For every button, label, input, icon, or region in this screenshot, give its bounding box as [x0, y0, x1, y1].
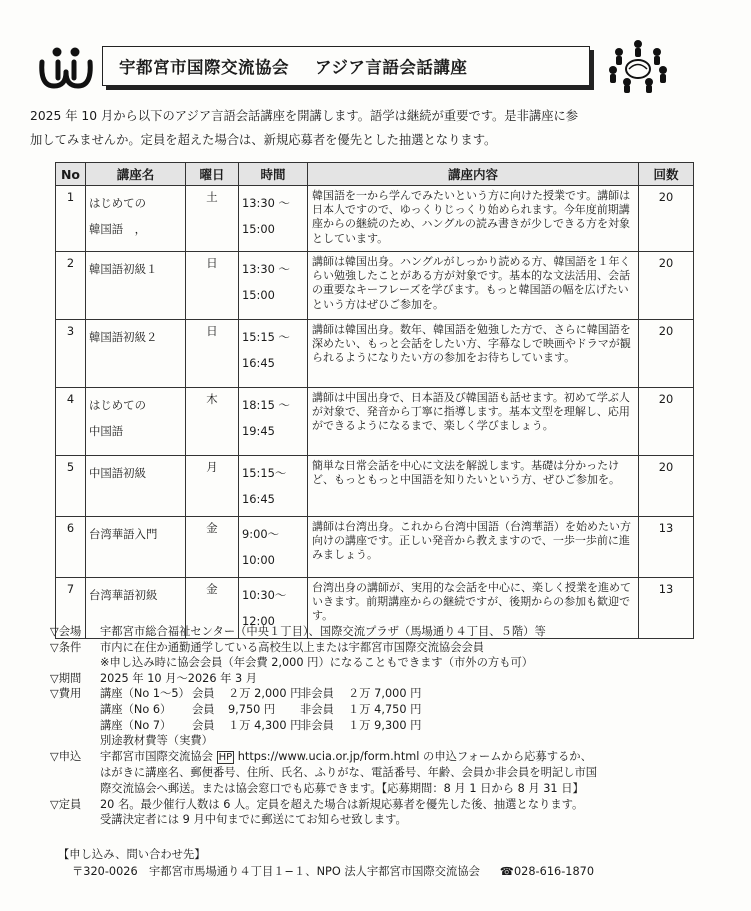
time-end: 16:45 — [242, 492, 275, 506]
apply-label: ▽申込 — [50, 749, 82, 763]
ucia-logo — [36, 44, 96, 92]
name-line: 韓国語 ， — [89, 222, 146, 236]
cell-time — [239, 388, 308, 456]
time-start: 9:00～ — [242, 527, 279, 541]
fee-nonmember-label: 非会員 — [300, 718, 334, 732]
fee-member-label: 会員 — [192, 718, 215, 732]
cell-time — [239, 320, 308, 388]
name-line: 中国語 — [89, 424, 124, 438]
phone-icon: ☎ — [499, 865, 514, 878]
fee-note: 別途教材費等（実費） — [100, 734, 213, 748]
intro-line: 2025 年 10 月から以下のアジア言語会話講座を開講します。語学は継続が重要です。是非講座に参 — [30, 109, 579, 123]
table-row — [56, 252, 694, 320]
fee-nonmember-label: 非会員 — [300, 702, 334, 716]
condition-note: ※申し込み時に協会会員（年会費 2,000 円）になることもできます（市外の方も可） — [100, 656, 534, 670]
cell-name — [86, 252, 186, 320]
cell-count: 13 — [639, 517, 694, 578]
name-line: 中国語初級 — [89, 466, 146, 480]
cell-count: 20 — [639, 320, 694, 388]
header-no: No — [56, 163, 86, 186]
fee-course: 講座（No 1～5） — [100, 687, 190, 701]
intro-text — [30, 104, 730, 152]
cell-content: 韓国語を一から学んでみたいという方に向けた授業です。講師は日本人ですので、ゆっくりじっくり始められます。今年度前期講座からの継続のため、ハングルの読み書きが少しできる方を対象としています。 — [308, 186, 639, 252]
time-end: 10:00 — [242, 553, 275, 567]
fee-member-label: 会員 — [192, 702, 215, 716]
cell-count: 20 — [639, 252, 694, 320]
cell-count: 20 — [639, 186, 694, 252]
period-label: ▽期間 — [50, 671, 82, 685]
table-row — [56, 456, 694, 517]
venue-label: ▽会場 — [50, 625, 82, 638]
time-start: 15:15～ — [242, 466, 287, 480]
contact-heading: 【申し込み、問い合わせ先】 — [58, 848, 206, 861]
cell-time — [239, 517, 308, 578]
time-start: 18:15 ～ — [242, 398, 290, 412]
header-course-name: 講座名 — [86, 163, 186, 186]
time-end: 15:00 — [242, 222, 275, 236]
contact-section — [58, 846, 594, 880]
fee-member: １万 4,300 円 — [228, 718, 302, 732]
capacity-row — [50, 797, 740, 828]
time-start: 10:30～ — [242, 588, 287, 602]
cell-name — [86, 186, 186, 252]
course-table — [55, 162, 694, 639]
cell-time — [239, 252, 308, 320]
apply-text: の申込フォームから応募するか、 — [423, 749, 592, 763]
apply-row — [50, 749, 740, 797]
name-line: はじめての — [89, 196, 146, 210]
fee-line — [100, 718, 740, 734]
table-header-row — [56, 163, 694, 186]
cell-content: 講師は中国出身で、日本語及び韓国語も話せます。初めて学ぶ人が対象で、発音から丁寧に指導します。基本文型を理解し、応用ができるようになるまで、楽しく学びましょう。 — [308, 388, 639, 456]
capacity-text: 20 名。最少催行人数は 6 人。定員を超えた場合は新規応募者を優先した後、抽選となります。 — [100, 797, 584, 811]
table-row — [56, 388, 694, 456]
apply-text: 際交流協会へ郵送。または協会窓口でも応募できます。【応募期間：8 月 1 日から 8 月 31 日】 — [100, 781, 584, 795]
name-line: 台湾華語初級 — [89, 588, 158, 602]
cell-day: 金 — [186, 517, 239, 578]
cell-content: 講師は台湾出身。これから台湾中国語（台湾華語）を始めたい方向けの講座です。正しい発音から教えますので、一歩一歩前に進みましょう。 — [308, 517, 639, 578]
cell-day: 金 — [186, 578, 239, 639]
venue-row — [50, 624, 740, 640]
fee-line — [100, 702, 740, 718]
period-row — [50, 671, 740, 687]
name-line: 韓国語初級１ — [89, 262, 158, 276]
condition-label: ▽条件 — [50, 640, 82, 654]
cell-time — [239, 456, 308, 517]
fee-course: 講座（No 6） — [100, 702, 172, 716]
cell-name — [86, 388, 186, 456]
cell-name — [86, 456, 186, 517]
cell-content: 台湾出身の講師が、実用的な会話を中心に、楽しく授業を進めていきます。前期講座からの継続ですが、後期からの参加も歓迎です。 — [308, 578, 639, 639]
table-row — [56, 186, 694, 252]
fee-line — [100, 686, 740, 702]
time-end: 12:00 — [242, 614, 275, 628]
fee-nonmember: １万 9,300 円 — [348, 718, 422, 732]
header-content: 講座内容 — [308, 163, 639, 186]
capacity-text: 受講決定者には 9 月中旬までに郵送にてお知らせ致します。 — [100, 813, 407, 827]
cell-no: 1 — [56, 186, 86, 252]
cell-content: 簡単な日常会話を中心に文法を解説します。基礎は分かったけど、もっともっと中国語を知りたいという方、ぜひご参加を。 — [308, 456, 639, 517]
people-circle-logo — [605, 38, 671, 94]
name-line: 台湾華語入門 — [89, 527, 158, 541]
contact-address: 〒320-0026 宇都宮市馬場通り４丁目１−１、NPO 法人宇都宮市国際交流協会 — [72, 865, 480, 878]
name-line: はじめての — [89, 398, 146, 412]
cell-day: 木 — [186, 388, 239, 456]
cell-no: 7 — [56, 578, 86, 639]
info-section — [50, 624, 740, 828]
header-time: 時間 — [239, 163, 308, 186]
contact-line — [58, 863, 594, 880]
time-end: 16:45 — [242, 356, 275, 370]
apply-line — [100, 749, 740, 766]
header-day: 曜日 — [186, 163, 239, 186]
condition-row — [50, 640, 740, 671]
fee-member: ２万 2,000 円 — [228, 687, 302, 701]
venue-text: 宇都宮市総合福祉センター（中央１丁目）、国際交流プラザ（馬場通り４丁目、５階）等 — [100, 625, 546, 638]
apply-org: 宇都宮市国際交流協会 — [100, 749, 213, 763]
cell-count: 20 — [639, 388, 694, 456]
fee-nonmember: １万 4,750 円 — [348, 702, 422, 716]
course-title: アジア言語会話講座 — [315, 58, 468, 77]
apply-url-link[interactable]: https://www.ucia.or.jp/form.html — [237, 749, 420, 763]
cell-content: 講師は韓国出身。数年、韓国語を勉強した方で、さらに韓国語を深めたい、もっと会話をしたい方、字幕なしで映画やドラマが観られるようになりたい方の参加をお待ちしています。 — [308, 320, 639, 388]
capacity-label: ▽定員 — [50, 797, 82, 811]
fee-member-label: 会員 — [192, 687, 215, 701]
name-line: 韓国語初級２ — [89, 330, 158, 344]
header-count: 回数 — [639, 163, 694, 186]
fee-member: 9,750 円 — [228, 702, 276, 716]
time-start: 13:30 ～ — [242, 262, 290, 276]
cell-day: 月 — [186, 456, 239, 517]
org-name: 宇都宮市国際交流協会 — [119, 58, 289, 77]
time-end: 15:00 — [242, 288, 275, 302]
condition-text: 市内に在住か通勤通学している高校生以上または宇都宮市国際交流協会会員 — [100, 640, 485, 654]
cell-no: 4 — [56, 388, 86, 456]
cell-content: 講師は韓国出身。ハングルがしっかり読める方、韓国語を１年くらい勉強したことがある方が対象です。基本的な文法活用、会話の重要なキーフレーズを学びます。もっと韓国語の幅を広げたいという方はぜひご参加を。 — [308, 252, 639, 320]
cell-day: 日 — [186, 252, 239, 320]
cell-day: 土 — [186, 186, 239, 252]
period-text: 2025 年 10 月～2026 年 3 月 — [100, 671, 258, 685]
cell-count: 13 — [639, 578, 694, 639]
apply-text: はがきに講座名、郵便番号、住所、氏名、ふりがな、電話番号、年齢、会員か非会員を明記し市国 — [100, 766, 598, 780]
fee-course: 講座（No 7） — [100, 718, 172, 732]
cell-name — [86, 517, 186, 578]
cell-no: 5 — [56, 456, 86, 517]
cell-name — [86, 320, 186, 388]
table-row — [56, 517, 694, 578]
intro-line: 加してみませんか。定員を超えた場合は、新規応募者を優先とした抽選となります。 — [30, 133, 497, 147]
fee-nonmember-label: 非会員 — [300, 687, 334, 701]
contact-phone: 028-616-1870 — [514, 865, 595, 878]
time-start: 13:30 ～ — [242, 196, 290, 210]
fee-label: ▽費用 — [50, 687, 82, 701]
fee-nonmember: ２万 7,000 円 — [348, 687, 422, 701]
fee-row — [50, 686, 740, 748]
cell-time — [239, 186, 308, 252]
time-start: 15:15 ～ — [242, 330, 290, 344]
time-end: 19:45 — [242, 424, 275, 438]
cell-no: 3 — [56, 320, 86, 388]
title-box — [102, 46, 590, 86]
cell-count: 20 — [639, 456, 694, 517]
hp-badge: HP — [218, 751, 233, 763]
cell-no: 6 — [56, 517, 86, 578]
cell-day: 日 — [186, 320, 239, 388]
table-row — [56, 320, 694, 388]
cell-no: 2 — [56, 252, 86, 320]
